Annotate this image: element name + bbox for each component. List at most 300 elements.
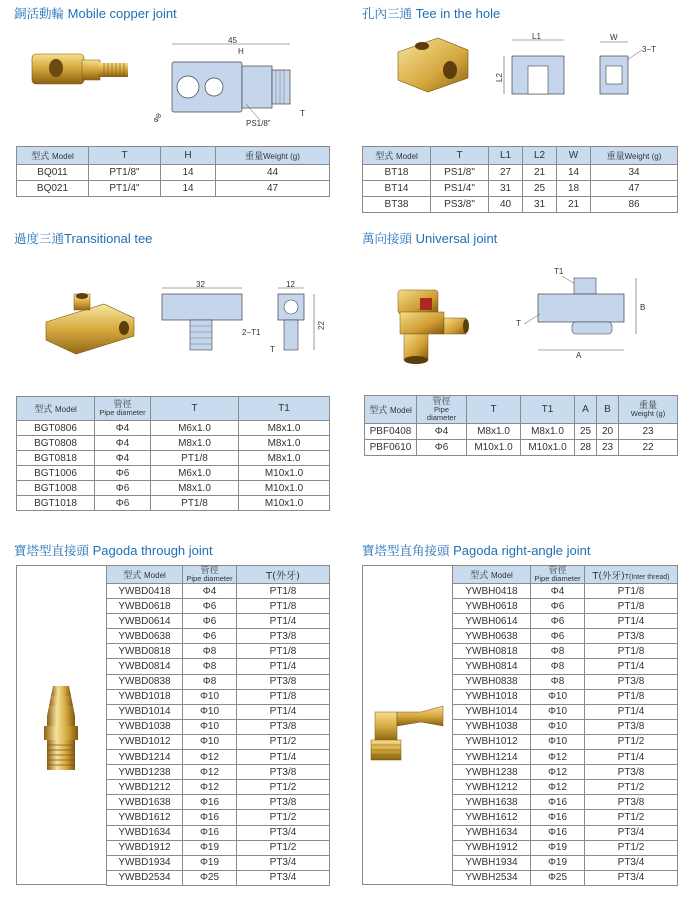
title-zh: 寶塔型直接頭	[14, 543, 90, 558]
cell-t: PT1/8	[237, 644, 330, 659]
cell-a: 25	[575, 424, 597, 440]
dim-2t1-label: 2−T1	[242, 328, 261, 337]
cell-w: 18	[557, 181, 591, 197]
cell-pipe: Φ4	[183, 584, 237, 599]
cell-weight: 22	[619, 440, 678, 456]
cell-t: PT3/8	[585, 719, 678, 734]
cell-model: YWBD0618	[107, 599, 183, 614]
table-row	[453, 614, 678, 629]
table-row	[17, 436, 330, 451]
col-h: H	[161, 147, 216, 165]
cell-t: PT1/8	[585, 599, 678, 614]
cell-model: YWBD0818	[107, 644, 183, 659]
col-t1: T1	[239, 397, 330, 421]
title-en: Universal joint	[415, 231, 498, 246]
cell-pipe: Φ6	[417, 440, 467, 456]
section-title-pagoda-through-joint	[14, 541, 213, 559]
table-row	[107, 629, 330, 644]
cell-pipe: Φ16	[183, 810, 237, 825]
col-model: 型式 Model	[17, 397, 95, 421]
dim-t-label: T	[270, 345, 275, 354]
mobile-joint-drawing	[150, 34, 330, 142]
cell-pipe: Φ10	[531, 719, 585, 734]
table-row	[453, 599, 678, 614]
cell-pipe: Φ10	[183, 689, 237, 704]
cell-pipe: Φ10	[531, 734, 585, 749]
cell-pipe: Φ4	[95, 436, 151, 451]
table-row	[363, 165, 678, 181]
cell-t: M8x1.0	[467, 424, 521, 440]
cell-t: PT3/8	[237, 765, 330, 780]
cell-model: BGT0808	[17, 436, 95, 451]
table-row	[453, 644, 678, 659]
section-title-pagoda-right-angle-joint	[362, 541, 590, 559]
dim-a-label: A	[576, 351, 582, 360]
cell-model: YWBH0814	[453, 659, 531, 674]
dim-l2-label: L2	[495, 73, 504, 82]
cell-pipe: Φ12	[183, 765, 237, 780]
cell-model: YWBH1018	[453, 689, 531, 704]
col-t1: T1	[521, 396, 575, 424]
cell-model: YWBD0838	[107, 674, 183, 689]
cell-pipe: Φ8	[183, 674, 237, 689]
cell-pipe: Φ12	[183, 750, 237, 765]
cell-model: YWBH1912	[453, 840, 531, 855]
cell-model: YWBH1014	[453, 704, 531, 719]
title-zh: 銅活動輪	[14, 6, 65, 21]
cell-t: PT3/4	[237, 825, 330, 840]
cell-model: BGT1008	[17, 481, 95, 496]
dim-t1-label: T1	[554, 267, 564, 276]
universal-joint-photo	[384, 282, 480, 366]
table-row	[17, 496, 330, 511]
cell-t1: M8x1.0	[521, 424, 575, 440]
cell-pipe: Φ6	[531, 614, 585, 629]
cell-pipe: Φ10	[183, 719, 237, 734]
mobile-joint-photo	[26, 44, 138, 104]
col-model: 型式 Model	[363, 147, 431, 165]
cell-l1: 40	[489, 197, 523, 213]
dim-w-label: W	[610, 33, 618, 42]
cell-t: PT1/8	[237, 584, 330, 599]
cell-weight: 86	[591, 197, 678, 213]
cell-model: YWBD1934	[107, 855, 183, 870]
cell-model: YWBD0638	[107, 629, 183, 644]
col-model: 型式 Model	[453, 566, 531, 584]
cell-pipe: Φ16	[531, 810, 585, 825]
dim-3t-label: 3−T	[642, 45, 657, 54]
dim-b-label: B	[640, 303, 646, 312]
cell-model: YWBD1612	[107, 810, 183, 825]
tee-drawing-front	[494, 30, 584, 102]
cell-model: YWBD1038	[107, 719, 183, 734]
cell-t: PS1/8"	[431, 165, 489, 181]
cell-model: YWBD1238	[107, 765, 183, 780]
pagoda-right-photo	[369, 696, 449, 762]
cell-a: 28	[575, 440, 597, 456]
section-title-transitional-tee	[14, 229, 152, 247]
tee-table	[362, 146, 678, 213]
col-model: 型式 Model	[17, 147, 89, 165]
cell-t: PT1/8	[585, 689, 678, 704]
table-row	[453, 840, 678, 855]
cell-pipe: Φ16	[531, 795, 585, 810]
cell-t: PT1/4	[585, 750, 678, 765]
cell-pipe: Φ6	[95, 481, 151, 496]
cell-pipe: Φ16	[531, 825, 585, 840]
cell-pipe: Φ6	[95, 466, 151, 481]
cell-model: BGT1018	[17, 496, 95, 511]
dim-h-label: H	[238, 47, 244, 56]
title-en: Pagoda right-angle joint	[453, 543, 591, 558]
dim-length-label: 32	[196, 280, 205, 289]
cell-model: YWBH1038	[453, 719, 531, 734]
cell-h: 14	[161, 181, 216, 197]
col-t: T	[467, 396, 521, 424]
cell-pipe: Φ10	[183, 704, 237, 719]
col-pipe: 管徑 Pipe diameter	[95, 397, 151, 421]
cell-pipe: Φ6	[183, 599, 237, 614]
table-row	[365, 440, 678, 456]
cell-weight: 47	[216, 181, 330, 197]
cell-t: PT1/2	[585, 780, 678, 795]
table-row	[107, 704, 330, 719]
cell-model: YWBD0814	[107, 659, 183, 674]
cell-model: YWBH1214	[453, 750, 531, 765]
table-row	[107, 855, 330, 870]
cell-model: YWBD1214	[107, 750, 183, 765]
cell-pipe: Φ4	[531, 584, 585, 599]
table-row	[453, 795, 678, 810]
table-row	[453, 734, 678, 749]
cell-t: PT1/8"	[89, 165, 161, 181]
cell-pipe: Φ10	[183, 734, 237, 749]
cell-model: YWBD1212	[107, 780, 183, 795]
cell-pipe: Φ8	[531, 644, 585, 659]
cell-model: BGT1006	[17, 466, 95, 481]
col-t: T	[89, 147, 161, 165]
cell-pipe: Φ12	[531, 750, 585, 765]
table-row	[107, 780, 330, 795]
cell-model: YWBH2534	[453, 870, 531, 885]
col-w: W	[557, 147, 591, 165]
cell-model: YWBH0418	[453, 584, 531, 599]
dim-phi-label: Φ8	[152, 112, 164, 125]
cell-model: YWBH1634	[453, 825, 531, 840]
cell-pipe: Φ12	[183, 780, 237, 795]
cell-model: YWBH1238	[453, 765, 531, 780]
cell-w: 14	[557, 165, 591, 181]
col-model: 型式 Model	[365, 396, 417, 424]
cell-t: PT1/2	[237, 810, 330, 825]
cell-t: M10x1.0	[467, 440, 521, 456]
cell-t: PT3/8	[237, 674, 330, 689]
cell-t: PT3/8	[585, 629, 678, 644]
col-t: T(外牙)	[237, 566, 330, 584]
title-zh: 寶塔型直角接頭	[362, 543, 450, 558]
table-row	[107, 750, 330, 765]
cell-t: M6x1.0	[151, 421, 239, 436]
cell-t: PT1/4	[237, 750, 330, 765]
dim-l1-label: L1	[532, 32, 541, 41]
table-row	[453, 719, 678, 734]
table-row	[107, 659, 330, 674]
mobile-joint-table	[16, 146, 330, 197]
cell-pipe: Φ19	[531, 840, 585, 855]
cell-t: PT3/4	[585, 870, 678, 885]
table-row	[453, 584, 678, 599]
cell-weight: 34	[591, 165, 678, 181]
cell-t: M8x1.0	[151, 481, 239, 496]
col-t: T(外牙)T(Inter thread)	[585, 566, 678, 584]
table-row	[107, 674, 330, 689]
title-en: Pagoda through joint	[92, 543, 213, 558]
cell-model: YWBH1212	[453, 780, 531, 795]
cell-model: BQ021	[17, 181, 89, 197]
cell-t: PT3/4	[237, 855, 330, 870]
cell-t1: M10x1.0	[239, 496, 330, 511]
cell-w: 21	[557, 197, 591, 213]
cell-t: PT3/4	[237, 870, 330, 885]
cell-model: YWBD1018	[107, 689, 183, 704]
cell-model: YWBD0614	[107, 614, 183, 629]
table-row	[363, 181, 678, 197]
col-pipe: 管徑 Pipe diameter	[183, 566, 237, 584]
table-row	[107, 614, 330, 629]
col-a: A	[575, 396, 597, 424]
universal-joint-drawing	[510, 264, 660, 364]
col-pipe: 管徑 Pipe diameter	[531, 566, 585, 584]
pagoda-through-table	[106, 565, 330, 886]
dim-t-label: T	[516, 319, 521, 328]
table-row	[453, 629, 678, 644]
cell-t: M8x1.0	[151, 436, 239, 451]
col-t: T	[151, 397, 239, 421]
cell-pipe: Φ12	[531, 780, 585, 795]
cell-model: YWBH1934	[453, 855, 531, 870]
cell-model: BT38	[363, 197, 431, 213]
cell-l2: 25	[523, 181, 557, 197]
cell-pipe: Φ6	[183, 629, 237, 644]
cell-pipe: Φ6	[531, 629, 585, 644]
cell-pipe: Φ4	[417, 424, 467, 440]
cell-pipe: Φ12	[531, 765, 585, 780]
section-title-universal-joint	[362, 229, 497, 247]
table-row	[107, 644, 330, 659]
cell-model: YWBD1014	[107, 704, 183, 719]
dim-length-label: 45	[228, 36, 237, 45]
cell-t1: M8x1.0	[239, 421, 330, 436]
cell-pipe: Φ25	[183, 870, 237, 885]
cell-t: PT1/4	[237, 704, 330, 719]
title-zh: 萬向接頭	[362, 231, 413, 246]
tee-drawing-side	[592, 30, 664, 102]
cell-t: PT1/4	[237, 659, 330, 674]
cell-t: PT1/2	[585, 734, 678, 749]
cell-h: 14	[161, 165, 216, 181]
table-row	[17, 466, 330, 481]
title-zh: 過度三通	[14, 231, 65, 246]
title-en: Mobile copper joint	[67, 6, 177, 21]
cell-t: PT1/8	[585, 644, 678, 659]
col-weight: 重量Weight (g)	[591, 147, 678, 165]
col-model: 型式 Model	[107, 566, 183, 584]
cell-pipe: Φ6	[183, 614, 237, 629]
cell-pipe: Φ10	[531, 704, 585, 719]
col-l2: L2	[523, 147, 557, 165]
transitional-tee-photo	[40, 292, 140, 356]
cell-t: PT1/2	[585, 840, 678, 855]
cell-l1: 31	[489, 181, 523, 197]
cell-pipe: Φ6	[95, 496, 151, 511]
cell-t1: M10x1.0	[521, 440, 575, 456]
table-row	[107, 840, 330, 855]
cell-model: YWBH1638	[453, 795, 531, 810]
title-en: Tee in the hole	[415, 6, 501, 21]
cell-pipe: Φ19	[183, 855, 237, 870]
cell-model: YWBD1638	[107, 795, 183, 810]
cell-model: YWBD1634	[107, 825, 183, 840]
col-pipe: 管徑 Pipe diameter	[417, 396, 467, 424]
table-row	[453, 704, 678, 719]
cell-model: BGT0806	[17, 421, 95, 436]
table-row	[107, 765, 330, 780]
cell-l2: 21	[523, 165, 557, 181]
cell-t: PT1/8	[237, 599, 330, 614]
table-row	[17, 165, 330, 181]
table-row	[453, 810, 678, 825]
cell-model: PBF0610	[365, 440, 417, 456]
table-row	[365, 424, 678, 440]
transitional-tee-drawing-side	[268, 280, 328, 364]
cell-model: YWBH0614	[453, 614, 531, 629]
cell-t: PT1/8	[237, 689, 330, 704]
cell-t: PT1/2	[237, 780, 330, 795]
cell-pipe: Φ16	[183, 825, 237, 840]
cell-weight: 23	[619, 424, 678, 440]
col-t: T	[431, 147, 489, 165]
table-row	[453, 780, 678, 795]
cell-model: BT18	[363, 165, 431, 181]
transitional-tee-drawing-front	[156, 280, 266, 360]
col-b: B	[597, 396, 619, 424]
table-row	[17, 481, 330, 496]
cell-t1: M8x1.0	[239, 436, 330, 451]
table-row	[107, 795, 330, 810]
cell-t: PT1/4	[585, 704, 678, 719]
table-row	[17, 421, 330, 436]
table-row	[453, 750, 678, 765]
dim-h-label: 22	[317, 321, 326, 330]
tee-photo	[384, 30, 476, 100]
table-row	[453, 825, 678, 840]
table-row	[453, 689, 678, 704]
cell-t: PT1/2	[585, 810, 678, 825]
table-row	[107, 810, 330, 825]
title-zh: 孔內三通	[362, 6, 413, 21]
cell-weight: 44	[216, 165, 330, 181]
table-row	[453, 870, 678, 885]
universal-joint-table	[364, 395, 678, 456]
col-weight: 重量Weight (g)	[216, 147, 330, 165]
cell-pipe: Φ8	[531, 674, 585, 689]
cell-t: PT3/4	[585, 855, 678, 870]
cell-model: YWBH0818	[453, 644, 531, 659]
title-en: Transitional tee	[64, 231, 153, 246]
table-row	[107, 719, 330, 734]
table-row	[453, 765, 678, 780]
cell-model: BGT0818	[17, 451, 95, 466]
table-row	[107, 825, 330, 840]
cell-model: YWBH0638	[453, 629, 531, 644]
cell-t1: M10x1.0	[239, 466, 330, 481]
cell-l1: 27	[489, 165, 523, 181]
dim-w-label: 12	[286, 280, 295, 289]
table-row	[363, 197, 678, 213]
dim-t-label: T	[300, 109, 305, 118]
cell-t: PT3/8	[237, 629, 330, 644]
cell-model: YWBD0418	[107, 584, 183, 599]
cell-t: PT1/8	[151, 451, 239, 466]
cell-pipe: Φ4	[95, 451, 151, 466]
cell-t: PT3/8	[585, 674, 678, 689]
pagoda-right-photo-cell	[362, 565, 453, 885]
cell-b: 20	[597, 424, 619, 440]
cell-t: PS3/8"	[431, 197, 489, 213]
cell-model: PBF0408	[365, 424, 417, 440]
table-row	[107, 599, 330, 614]
transitional-tee-table	[16, 396, 330, 511]
cell-pipe: Φ19	[183, 840, 237, 855]
cell-model: YWBH0618	[453, 599, 531, 614]
cell-t: M6x1.0	[151, 466, 239, 481]
cell-t: PT1/4"	[89, 181, 161, 197]
cell-model: YWBD1012	[107, 734, 183, 749]
pagoda-through-photo	[39, 684, 83, 774]
cell-t1: M10x1.0	[239, 481, 330, 496]
cell-model: YWBH1012	[453, 734, 531, 749]
col-l1: L1	[489, 147, 523, 165]
cell-t: PT1/4	[585, 659, 678, 674]
cell-model: BT14	[363, 181, 431, 197]
pagoda-right-table	[452, 565, 678, 886]
table-row	[17, 181, 330, 197]
cell-pipe: Φ25	[531, 870, 585, 885]
table-row	[107, 584, 330, 599]
cell-weight: 47	[591, 181, 678, 197]
cell-pipe: Φ6	[531, 599, 585, 614]
section-title-mobile-copper-joint	[14, 4, 177, 22]
cell-pipe: Φ8	[183, 659, 237, 674]
pagoda-through-photo-cell	[16, 565, 107, 885]
cell-t: PS1/4"	[431, 181, 489, 197]
cell-model: YWBH1612	[453, 810, 531, 825]
cell-t: PT1/4	[585, 614, 678, 629]
cell-pipe: Φ8	[531, 659, 585, 674]
cell-l2: 31	[523, 197, 557, 213]
table-row	[453, 659, 678, 674]
table-row	[107, 689, 330, 704]
cell-model: BQ011	[17, 165, 89, 181]
section-title-tee-in-hole	[362, 4, 500, 22]
cell-pipe: Φ16	[183, 795, 237, 810]
cell-t1: M8x1.0	[239, 451, 330, 466]
cell-t: PT3/8	[237, 719, 330, 734]
cell-model: YWBD2534	[107, 870, 183, 885]
cell-t: PT1/4	[237, 614, 330, 629]
cell-t: PT1/8	[151, 496, 239, 511]
table-row	[107, 734, 330, 749]
